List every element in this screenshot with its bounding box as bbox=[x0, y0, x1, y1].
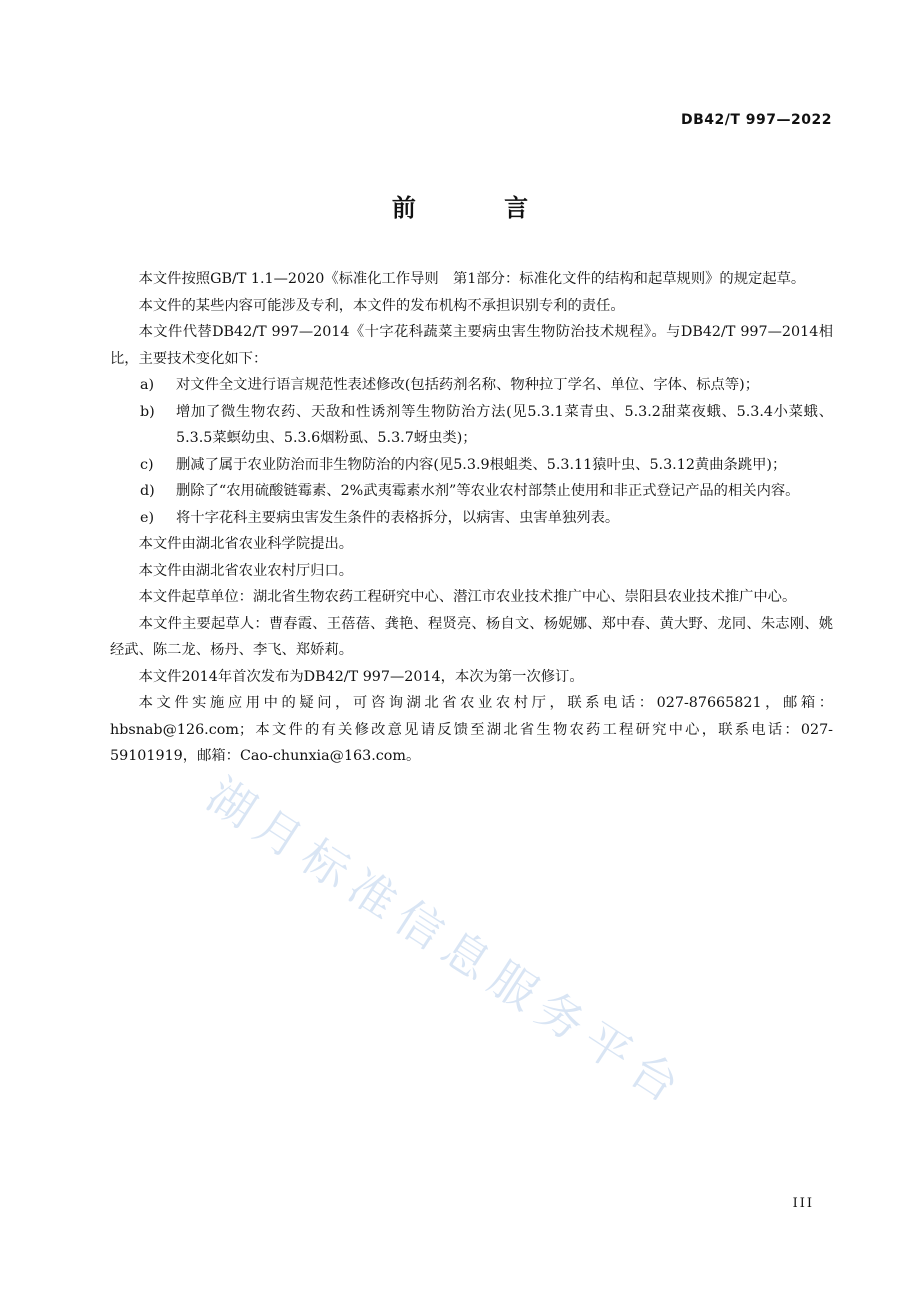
list-text: 删除了“农用硫酸链霉素、2%武夷霉素水剂”等农业农村部禁止使用和非正式登记产品的相关内容。 bbox=[176, 483, 800, 499]
page-number: III bbox=[792, 1196, 814, 1211]
standard-code: DB42/T 997—2022 bbox=[681, 112, 832, 128]
paragraph-drafting-basis: 本文件按照GB/T 1.1—2020《标准化工作导则 第1部分：标准化文件的结构和起草规则》的规定起草。 bbox=[138, 271, 806, 287]
list-item bbox=[140, 505, 833, 532]
paragraph-drafting-units: 本文件起草单位：湖北省生物农药工程研究中心、潜江市农业技术推广中心、崇阳县农业技术推广中心。 bbox=[138, 589, 797, 605]
list-item bbox=[140, 372, 833, 399]
paragraph-history: 本文件2014年首次发布为DB42/T 997—2014，本次为第一次修订。 bbox=[138, 668, 584, 685]
foreword-body bbox=[110, 266, 833, 770]
paragraph-patent-notice: 本文件的某些内容可能涉及专利，本文件的发布机构不承担识别专利的责任。 bbox=[138, 297, 625, 314]
list-marker: a) bbox=[140, 377, 155, 393]
list-marker: e) bbox=[140, 509, 155, 526]
list-text: 删减了属于农业防治而非生物防治的内容(见5.3.9根蛆类、5.3.11猿叶虫、5.3.12黄曲条跳甲)； bbox=[176, 456, 787, 473]
page-title: 前 言 bbox=[391, 194, 569, 222]
paragraph-proposer: 本文件由湖北省农业科学院提出。 bbox=[138, 536, 354, 552]
list-marker: d) bbox=[140, 483, 155, 499]
list-item bbox=[140, 399, 833, 452]
paragraph-replacement: 本文件代替DB42/T 997—2014《十字花科蔬菜主要病虫害生物防治技术规程》。与DB42/T 997—2014相比，主要技术变化如下： bbox=[110, 324, 833, 367]
paragraph-drafters: 本文件主要起草人：曹春霞、王蓓蓓、龚艳、程贤亮、杨自文、杨妮娜、郑中春、黄大野、龙同、朱志刚、姚经武、陈二龙、杨丹、李飞、郑娇莉。 bbox=[110, 615, 833, 658]
list-item bbox=[140, 452, 833, 479]
list-marker: c) bbox=[140, 456, 154, 473]
list-text: 将十字花科主要病虫害发生条件的表格拆分，以病害、虫害单独列表。 bbox=[176, 509, 620, 526]
paragraph-contact: 本文件实施应用中的疑问，可咨询湖北省农业农村厅，联系电话：027-87665821，邮箱：hbsnab@126.com；本文件的有关修改意见请反馈至湖北省生物农药工程研究中心，联系电话：027-59101919，邮箱：Cao-chunxia@163.com。 bbox=[110, 695, 833, 764]
watermark: 湖月标准信息服务平台 bbox=[197, 767, 697, 1118]
paragraph-administrator: 本文件由湖北省农业农村厅归口。 bbox=[138, 562, 354, 579]
list-item bbox=[140, 478, 833, 505]
list-marker: b) bbox=[140, 403, 155, 420]
list-text: 增加了微生物农药、天敌和性诱剂等生物防治方法(见5.3.1菜青虫、5.3.2甜菜夜蛾、5.3.4小菜蛾、5.3.5菜螟幼虫、5.3.6烟粉虱、5.3.7蚜虫类)； bbox=[176, 403, 833, 446]
list-text: 对文件全文进行语言规范性表述修改(包括药剂名称、物种拉丁学名、单位、字体、标点等)； bbox=[176, 377, 760, 393]
